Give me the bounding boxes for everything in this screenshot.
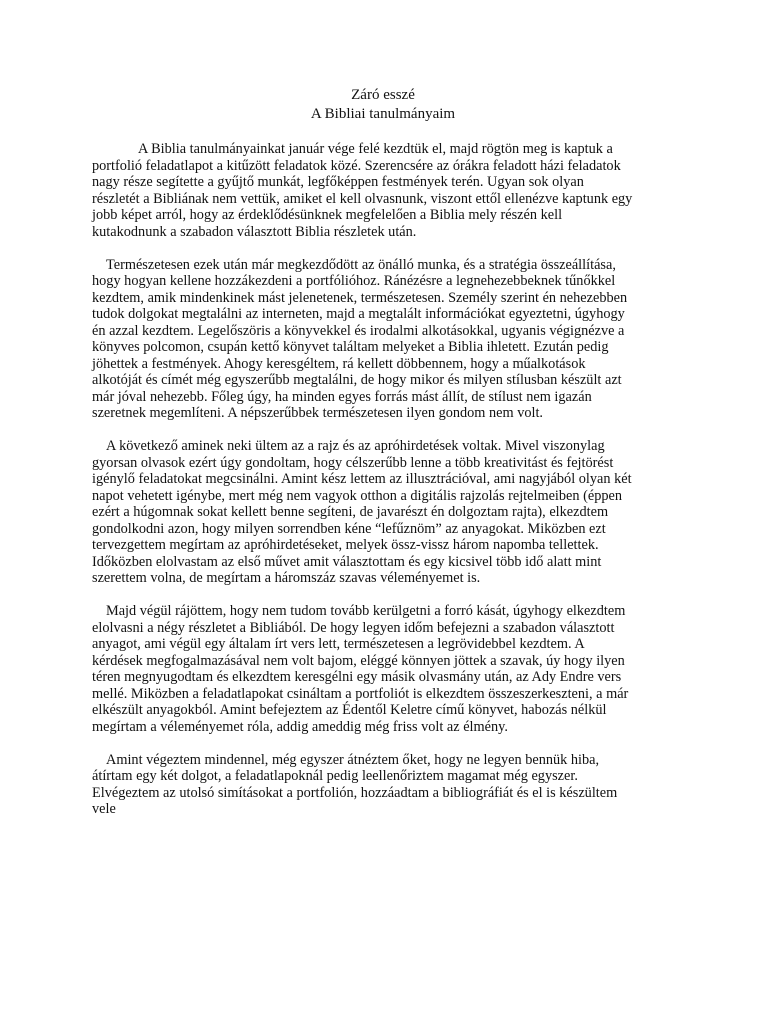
paragraph-3: A következő aminek neki ültem az a rajz és az apróhirdetések voltak. Mivel viszonylag gyorsan olvasok ezért úgy gondoltam, hogy célszerűbb lenne a több kreativitást és fejtörést igénylő feladatokat megcsinálni. Amint kész lettem az illusztrációval, ami nagyjából olyan két napot vehetett igénybe, mert még nem vagyok otthon a digitális rajzolás rejtelmeiben (éppen ezért a húgomnak sokat kellett benne segíteni, de javarészt én dolgoztam rajta), elkezdtem gondolkodni azon, hogy milyen sorrendben kéne “lefűznöm” az anyagokat. Miközben ezt tervezgettem megírtam az apróhirdetéseket, melyek össz-vissz három napomba tellettek. Időközben elolvastam az első művet amit választottam és egy kicsivel több idő alatt mint szerettem volna, de megírtam a háromszáz szavas véleményemet is. (92, 438, 632, 586)
document-title: Záró esszé (351, 87, 415, 103)
paragraph-2: Természetesen ezek után már megkezdődött az önálló munka, és a stratégia összeállítása, hogy hogyan kellene hozzákezdeni a portfólióhoz. Ránézésre a legnehezebbeknek tűnőkkel kezdtem, amik mindenkinek mást jelenetenek, természetesen. Személy szerint én nehezebben tudok dolgokat megtalálni az interneten, majd a megtalált információkat egyeztetni, úgyhogy én azzal kezdtem. Legelőszöris a könyvekkel és irodalmi alkotásokkal, ugyanis végignézve a könyves polcomon, csupán kettő könyvet találtam melyeket a Biblia ihletett. Ezután pedig jöhettek a festmények. Ahogy keresgéltem, rá kellett döbbennem, hogy a műalkotások alkotóját és címét még egyszerűbb megtalálni, de hogy mikor és milyen stílusban készült azt már jóval nehezebb. Főleg úgy, ha minden egyes forrás mást állít, de stílust nem igazán szeretnek megemlíteni. A népszerűbbek természetesen ilyen gondom nem volt. (92, 256, 628, 421)
title-block (92, 86, 674, 124)
paragraph-1: A Biblia tanulmányainkat január vége felé kezdtük el, majd rögtön meg is kaptuk a portfolió feladatlapot a kitűzött feladatok közé. Szerencsére az órákra feladott házi feladatok nagy része segítette a gyűjtő munkát, legfőképpen festmények terén. Ugyan sok olyan részletét a Bibliának nem vettük, amiket el kell olvasnunk, viszont ettől ellenézve kaptunk egy jobb képet arról, hogy az érdeklődésünknek megfelelően a Biblia mely részén kell kutakodnunk a szabadon választott Biblia részletek után. (92, 141, 633, 240)
paragraph-5: Amint végeztem mindennel, még egyszer átnéztem őket, hogy ne legyen bennük hiba, átírtam egy két dolgot, a feladatlapoknál pedig leellenőriztem magamat még egyszer. Elvégeztem az utolsó simításokat a portfolión, hozzáadtam a bibliográfiát és el is készültem vele (92, 751, 618, 817)
document-subtitle: A Bibliai tanulmányaim (310, 106, 456, 122)
paragraph-4: Majd végül rájöttem, hogy nem tudom tovább kerülgetni a forró kását, úgyhogy elkezdtem elolvasni a négy részletet a Bibliából. De hogy legyen időm befejezni a szabadon választott anyagot, ami végül egy általam írt vers lett, természetesen a legrövidebbel kezdtem. A kérdések megfogalmazásával nem volt bajom, eléggé könnyen jöttek a szavak, úy hogy ilyen téren megnyugodtam és elkezdtem keresgélni egy másik olvasmány után, az Ady Endre vers mellé. Miközben a feladatlapokat csináltam a portfoliót is elkezdtem összeszerkeszteni, a már elkészült anyagokból. Amint befejeztem az Édentől Keletre című könyvet, habozás nélkül megírtam a véleményemet róla, addig ameddig még friss volt az élmény. (92, 603, 629, 735)
document-page (92, 86, 674, 834)
